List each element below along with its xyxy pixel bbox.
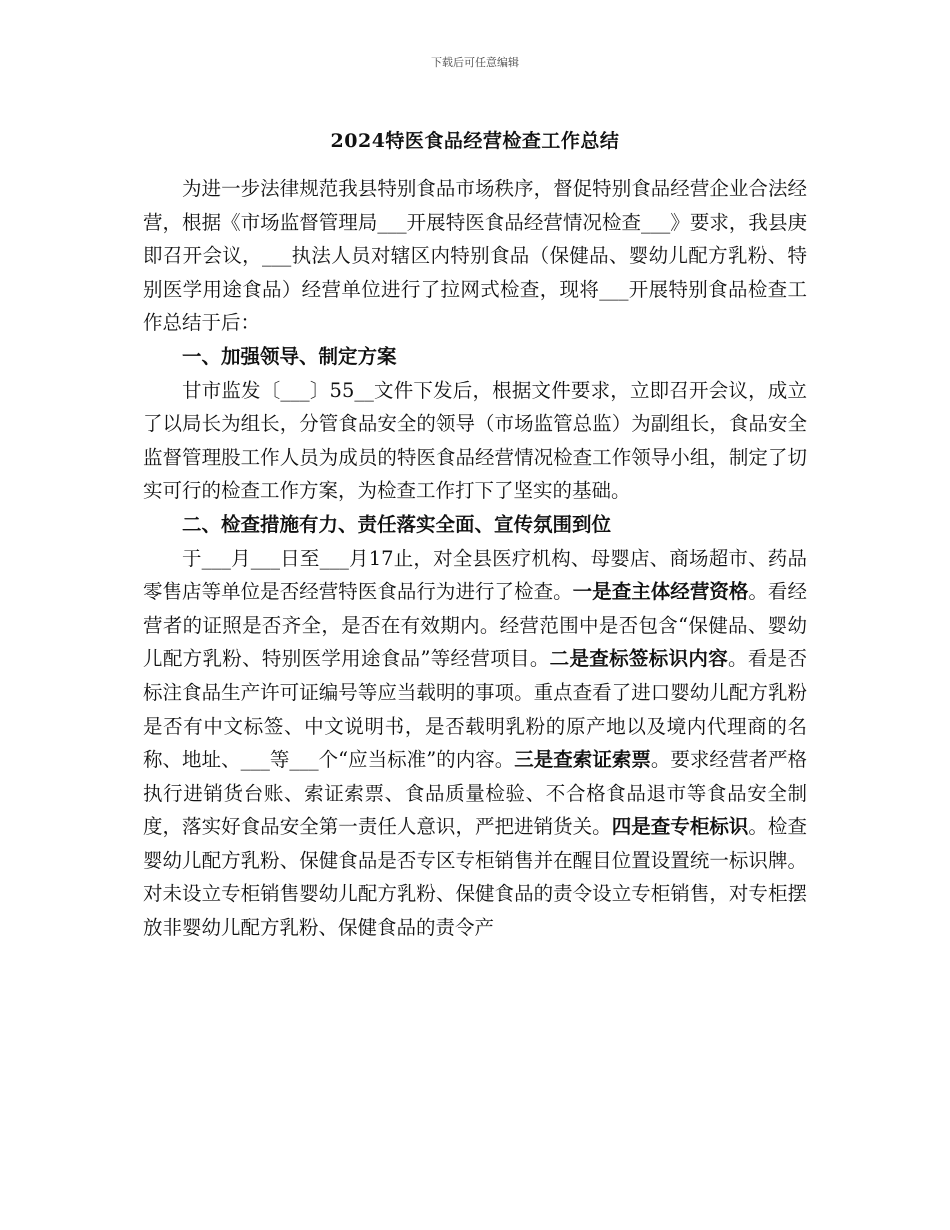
document-title: 2024特医食品经营检查工作总结	[330, 130, 620, 152]
section-2-paragraph	[143, 542, 807, 945]
document-body	[143, 172, 807, 945]
section-1-paragraph: 甘市监发〔___〕55__文件下发后，根据文件要求，立即召开会议，成立了以局长为组长，分管食品安全的领导（市场监管总监）为副组长，食品安全监督管理股工作人员为成员的特医食品经营情况检查工作领导小组，制定了切实可行的检查工作方案，为检查工作打下了坚实的基础。	[143, 378, 807, 503]
text-run: 于___月___日至___月17止，对全县医疗机构、母婴店、商场超市、药品零售店等单位是否经营特医食品行为进行了检查。	[143, 546, 807, 604]
section-heading-1: 一、加强领导、制定方案	[182, 344, 397, 368]
bold-point-1: 一是查主体经营资格	[572, 580, 749, 604]
bold-point-4: 四是查专柜标识	[611, 815, 749, 839]
bold-point-2: 二是查标签标识内容	[549, 647, 729, 671]
intro-paragraph: 为进一步法律规范我县特别食品市场秩序，督促特别食品经营企业合法经营，根据《市场监督管理局___开展特医食品经营情况检查___》要求，我县庚即召开会议，___执法人员对辖区内特别食品（保健品、婴幼儿配方乳粉、特别医学用途食品）经营单位进行了拉网式检查，现将___开展特别食品检查工作总结于后：	[143, 177, 807, 335]
text-run: 。看经营者的证照是否齐全，是否在有效期内。经营范围中是否包含“保健品、婴幼儿配方乳粉、特别医学用途食品”等经营项目。	[143, 580, 807, 671]
bold-point-3: 三是查索证索票	[514, 748, 651, 772]
text-run: 。检查婴幼儿配方乳粉、保健食品是否专区专柜销售并在醒目位置设置统一标识牌。对未设立专柜销售婴幼儿配方乳粉、保健食品的责令设立专柜销售，对专柜摆放非婴幼儿配方乳粉、保健食品的责令产	[143, 815, 807, 940]
page-header: 下载后可任意编辑	[431, 56, 519, 69]
section-heading-2: 二、检查措施有力、责任落实全面、宣传氛围到位	[182, 512, 612, 536]
text-run: 。要求经营者严格执行进销货台账、索证索票、食品质量检验、不合格食品退市等食品安全制度，落实好食品安全第一责任人意识，严把进销货关。	[143, 748, 807, 839]
text-run: 。看是否标注食品生产许可证编号等应当载明的事项。重点查看了进口婴幼儿配方乳粉是否有中文标签、中文说明书，是否载明乳粉的原产地以及境内代理商的名称、地址、___等___个“应当标准”的内容。	[143, 647, 807, 772]
